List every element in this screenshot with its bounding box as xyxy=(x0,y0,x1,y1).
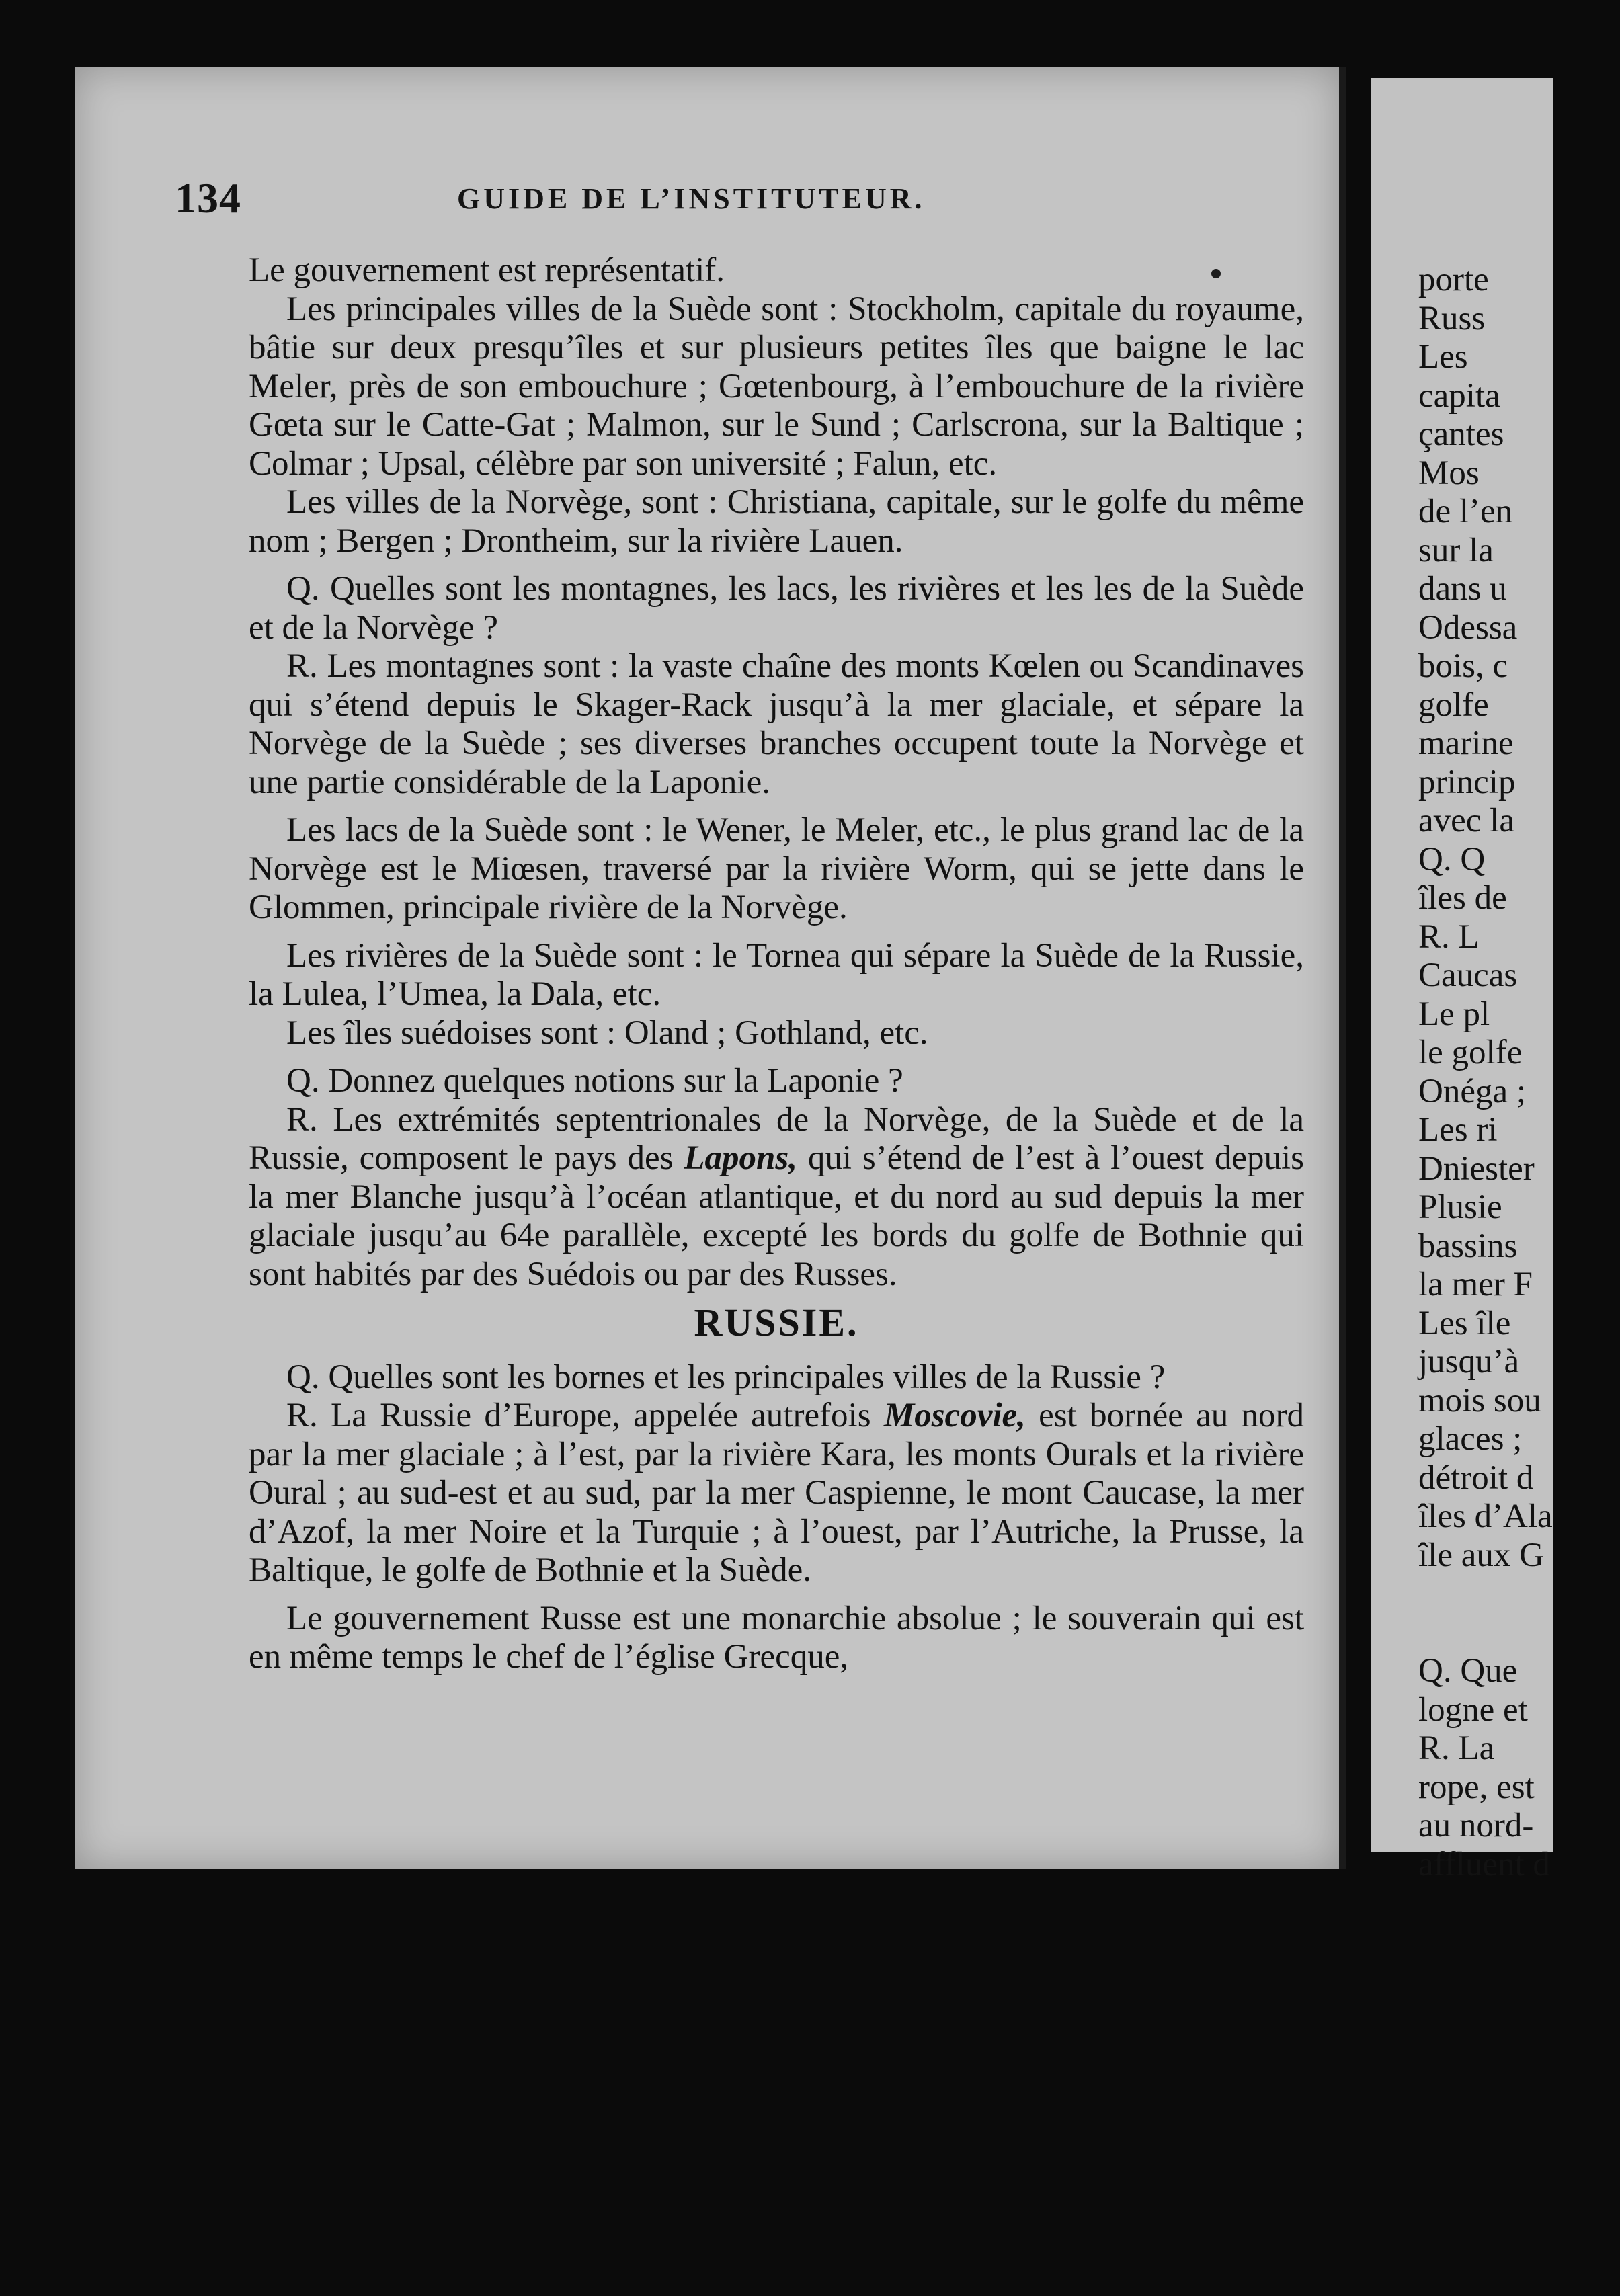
right-page-line: golfe xyxy=(1418,686,1489,724)
paragraph: Les rivières de la Suède sont : le Tornea qui sépare la Suède de la Russie, la Lulea, l’Umea, la Dala, etc. xyxy=(249,936,1304,1013)
paragraph: Les lacs de la Suède sont : le Wener, le Meler, etc., le plus grand lac de la Norvège est le Miœsen, traversé par la rivière Worm, qui se jette dans le Glommen, principale rivière de la Norvège. xyxy=(249,811,1304,926)
right-page-line: R. L xyxy=(1418,917,1480,956)
right-page-line: Q. Q xyxy=(1418,840,1486,878)
right-page-line: Russ xyxy=(1418,299,1486,337)
russie-answer-italic: Moscovie, xyxy=(883,1397,1026,1434)
right-page-line: porte xyxy=(1418,261,1489,298)
paragraph: Les principales villes de la Suède sont : Stockholm, capitale du royaume, bâtie sur deux presqu’îles et sur plusieurs petites îles que baigne le lac Meler, près de son embouchure ; Gœtenbourg, à l’embouchure de la rivière Gœta sur le Catte-Gat ; Malmon, sur le Sund ; Carlscrona, sur la Baltique ; Colmar ; Upsal, célèbre par son université ; Falun, etc. xyxy=(249,290,1304,483)
page-body xyxy=(249,251,1304,1677)
right-page-line: mois sou xyxy=(1418,1381,1541,1420)
right-page-line: Caucas xyxy=(1418,956,1518,994)
right-page-line: avec la xyxy=(1418,802,1514,839)
right-page-line: Les xyxy=(1418,338,1468,376)
right-page-line: de l’en xyxy=(1418,493,1513,530)
paragraph: Les îles suédoises sont : Oland ; Gothland, etc. xyxy=(286,1014,928,1052)
paragraphs-before xyxy=(249,251,1304,1101)
right-page-line: Plusie xyxy=(1418,1188,1502,1226)
right-page-line: bassins xyxy=(1418,1227,1518,1265)
right-page-fragment xyxy=(1371,78,1553,1883)
page-header xyxy=(175,173,1170,220)
russie-question: Q. Quelles sont les bornes et les principales villes de la Russie ? xyxy=(286,1358,1166,1396)
right-page-line: princip xyxy=(1418,763,1516,801)
right-page-line: Mos xyxy=(1418,454,1480,492)
paragraph: R. Les montagnes sont : la vaste chaîne des monts Kœlen ou Scandinaves qui s’étend depuis le Skager-Rack jusqu’à la mer glaciale, et sépare la Norvège de la Suède ; ses diverses branches occupent toute la Norvège et une partie considérable de la Laponie. xyxy=(249,647,1304,801)
laponie-answer xyxy=(249,1101,1304,1295)
right-page-text xyxy=(1418,261,1620,1884)
russie-answer-after: est bornée au nord par la mer glaciale ; à l’est, par la rivière Kara, les monts Ourals et la rivière Oural ; au sud-est et au sud, par la mer Caspienne, le mont Caucase, la mer d’Azof, la mer Noire et la Turquie ; à l’ouest, par l’Autriche, la Prusse, la Baltique, le golfe de Bothnie et la Suède. xyxy=(249,1397,1305,1589)
right-page-line: Les île xyxy=(1418,1304,1511,1342)
right-page-line: Odessa xyxy=(1418,608,1518,647)
right-page-line: au nord- xyxy=(1418,1807,1534,1844)
right-page-line: Onéga ; xyxy=(1418,1072,1527,1110)
right-page-line: Dniester xyxy=(1418,1149,1535,1188)
right-page-line: dans u xyxy=(1418,570,1507,608)
laponie-answer-before: R. Les extrémités septentrionales de la Norvège, de la Suède et de la Russie, composent le pays des xyxy=(249,1100,1304,1177)
right-page-line: la mer F xyxy=(1418,1266,1533,1303)
right-page-line: détroit d xyxy=(1418,1459,1534,1497)
russie-answer xyxy=(249,1397,1304,1590)
right-page-line: le golfe xyxy=(1418,1034,1523,1071)
right-page-line: rope, est xyxy=(1418,1768,1535,1806)
right-page-line xyxy=(1418,1575,1620,1652)
last-paragraph: Le gouvernement Russe est une monarchie absolue ; le souverain qui est en même temps le chef de l’église Grecque, xyxy=(249,1599,1304,1676)
right-page-line: îles de xyxy=(1418,879,1507,917)
right-page-line: île aux G xyxy=(1418,1536,1544,1574)
right-page-line: glaces ; xyxy=(1418,1420,1523,1458)
paragraph: Q. Quelles sont les montagnes, les lacs, les rivières et les les de la Suède et de la Norvège ? xyxy=(249,570,1304,647)
right-page-line: îles d’Ala xyxy=(1418,1498,1553,1535)
russie-answer-before: R. La Russie d’Europe, appelée autrefois xyxy=(286,1397,884,1434)
paragraph: Le gouvernement est représentatif. xyxy=(249,251,725,289)
laponie-answer-after: qui s’étend de l’est à l’ouest depuis la mer Blanche jusqu’à l’océan atlantique, et du nord au sud depuis la mer glaciale jusqu’au 64e parallèle, excepté les bords du golfe de Bothnie qui sont habités par des Suédois ou par des Russes. xyxy=(249,1139,1304,1293)
paragraph: Q. Donnez quelques notions sur la Laponie ? xyxy=(286,1062,903,1100)
right-page-line: jusqu’à xyxy=(1418,1343,1520,1381)
right-page-line: bois, c xyxy=(1418,647,1508,685)
right-page-line: affluent d xyxy=(1418,1845,1550,1883)
right-page-line: Q. Que xyxy=(1418,1652,1518,1690)
right-page-line: sur la xyxy=(1418,531,1494,569)
right-page-line: marine xyxy=(1418,725,1514,762)
right-page-line: capita xyxy=(1418,376,1500,415)
right-page-line: çantes xyxy=(1418,415,1504,453)
page-number: 134 xyxy=(175,174,241,222)
right-page-line: R. La xyxy=(1418,1729,1495,1767)
right-page-line: Le pl xyxy=(1418,995,1490,1033)
right-page-line: Les ri xyxy=(1418,1111,1498,1149)
running-head: GUIDE DE L’INSTITUTEUR. xyxy=(457,182,926,215)
right-page-line: logne et xyxy=(1418,1690,1528,1729)
laponie-answer-italic: Lapons, xyxy=(684,1139,797,1177)
section-title: RUSSIE. xyxy=(694,1301,859,1344)
paragraph: Les villes de la Norvège, sont : Christiana, capitale, sur le golfe du même nom ; Bergen ; Drontheim, sur la rivière Lauen. xyxy=(249,483,1304,560)
